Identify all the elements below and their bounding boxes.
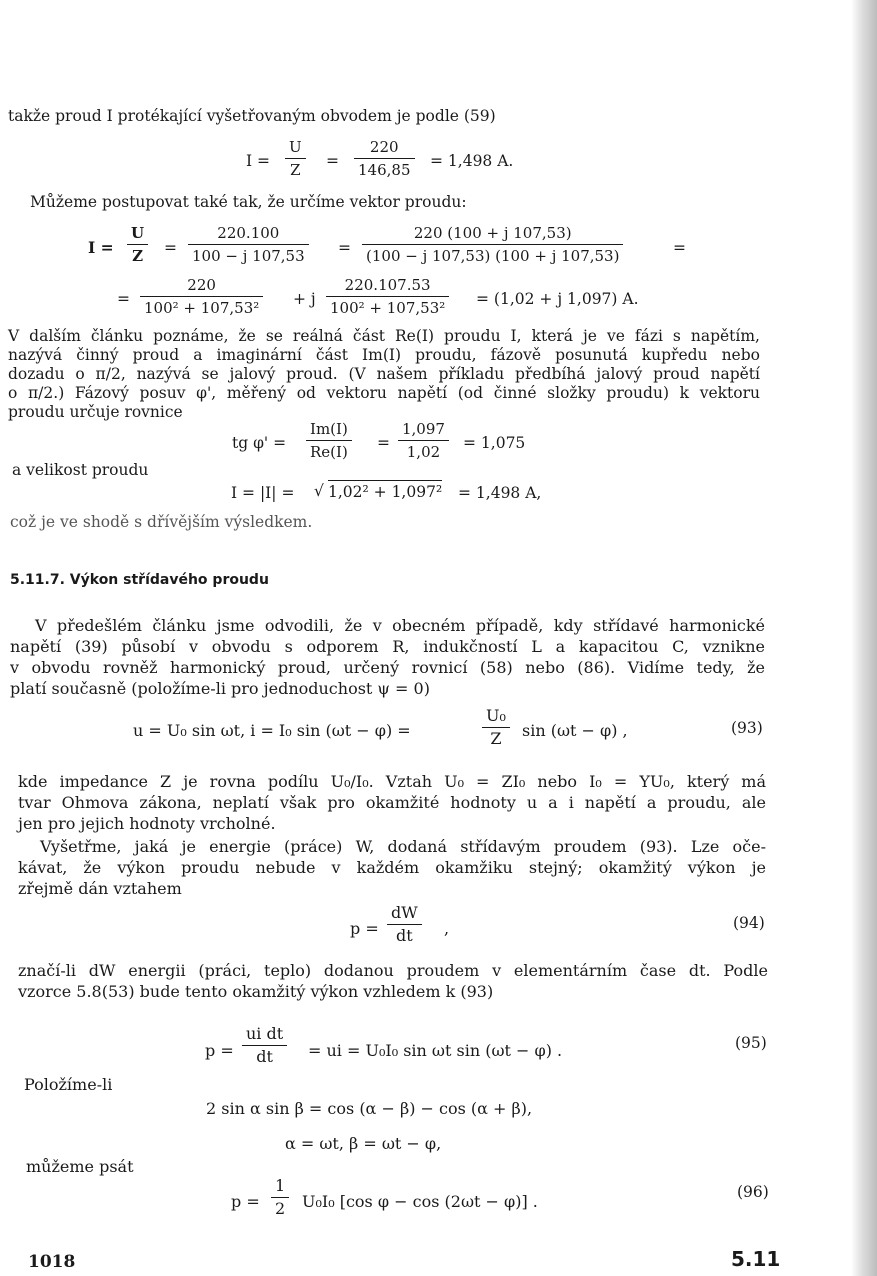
p2-line-3: jen pro jejich hodnoty vrcholné.	[18, 814, 276, 833]
polozime-line: Položíme-li	[24, 1075, 113, 1094]
frac-numerator: ui dt	[246, 1024, 284, 1043]
eq95-number: (95)	[735, 1034, 767, 1052]
eq94-comma: ,	[444, 919, 450, 938]
frac-numerator: 220	[187, 276, 216, 294]
eq-I-lhs: I =	[246, 152, 271, 170]
frac-denominator: 100 − j 107,53	[188, 244, 309, 265]
eq95-rest: = ui = U₀I₀ sin ωt sin (ωt − φ) .	[308, 1041, 563, 1060]
frac-numerator: 220	[369, 138, 399, 156]
tg-result: = 1,075	[463, 434, 526, 452]
eq94-lhs: p =	[350, 919, 379, 938]
eq93-number: (93)	[731, 719, 763, 737]
frac-denominator: 1,02	[398, 440, 449, 461]
frac-denominator: 2	[271, 1197, 289, 1218]
para-line-1: V dalším článku poznáme, že se reálná část Re(I) proudu I, která je ve fázi s napětím,	[8, 327, 760, 345]
frac-denominator: dt	[387, 924, 422, 945]
vec-equals-2: =	[338, 239, 351, 257]
frac-denominator: Z	[482, 727, 510, 748]
eq96-fraction	[271, 1177, 289, 1218]
frac-numerator: 220 (100 + j 107,53)	[413, 224, 572, 242]
section-label: 5.11	[731, 1247, 781, 1271]
tg-lhs: tg φ' =	[232, 434, 287, 452]
trig-substitution: α = ωt, β = ωt − φ,	[285, 1134, 442, 1153]
frac-denominator: (100 − j 107,53) (100 + j 107,53)	[362, 244, 623, 265]
p2-line-2: tvar Ohmova zákona, neplatí však pro okamžité hodnoty u a i napětí a proudu, ale	[18, 793, 766, 812]
tg-equals: =	[377, 434, 390, 452]
eq94-fraction	[387, 904, 422, 945]
magnitude-intro: a velikost proudu	[12, 461, 149, 479]
vec-fraction-1	[127, 224, 148, 265]
frac-numerator: 220.107.53	[344, 276, 431, 294]
mag-lhs: I = |I| =	[231, 484, 295, 502]
eq94-number: (94)	[733, 914, 765, 932]
p3-line-3: zřejmě dán vztahem	[18, 879, 182, 898]
eq93-left: u = U₀ sin ωt, i = I₀ sin (ωt − φ) =	[133, 721, 411, 740]
eq-I-fraction-2	[354, 138, 415, 179]
vec-equals-1: =	[164, 239, 177, 257]
frac-numerator: 1,097	[402, 420, 445, 438]
p3-line-1: Vyšetřme, jaká je energie (práce) W, dodaná střídavým proudem (93). Lze oče-	[40, 837, 766, 856]
frac-numerator: U	[289, 138, 302, 156]
p4-line-2: vzorce 5.8(53) bude tento okamžitý výkon vzhledem k (93)	[18, 982, 494, 1001]
page-edge-shadow	[851, 0, 877, 1276]
p1-line-3: v obvodu rovněž harmonický proud, určený rovnicí (58) nebo (86). Vidíme tedy, že	[10, 658, 765, 677]
eq-I-result: = 1,498 A.	[430, 152, 514, 170]
frac-numerator: U	[131, 224, 145, 242]
eq93-fraction	[482, 707, 510, 748]
frac-denominator: dt	[242, 1045, 287, 1066]
para-line-5: proudu určuje rovnice	[8, 403, 183, 421]
frac-numerator: Im(I)	[310, 420, 348, 438]
p4-line-1: značí-li dW energii (práci, teplo) dodanou proudem v elementárním čase dt. Podle	[18, 961, 768, 980]
section-heading: 5.11.7. Výkon střídavého proudu	[10, 572, 269, 588]
p1-line-2: napětí (39) působí v obvodu s odporem R, indukčností L a kapacitou C, vznikne	[10, 637, 765, 656]
eq96-lhs: p =	[231, 1192, 260, 1211]
vec2-plus-j: + j	[293, 290, 316, 308]
frac-numerator: dW	[391, 903, 418, 922]
mag-result: = 1,498 A,	[458, 484, 542, 502]
eq-I-equals: =	[326, 152, 339, 170]
p2-line-1: kde impedance Z je rovna podílu U₀/I₀. Vztah U₀ = ZI₀ nebo I₀ = YU₀, který má	[18, 772, 766, 791]
frac-denominator: Z	[285, 158, 306, 179]
frac-numerator: 220.100	[217, 224, 280, 242]
frac-denominator: 100² + 107,53²	[140, 296, 263, 317]
para-line-2: nazývá činný proud a imaginární část Im(I) proudu, fázově posunutá kupředu nebo	[8, 346, 760, 364]
vec2-fraction-2	[326, 276, 449, 317]
vec2-result: = (1,02 + j 1,097) A.	[476, 290, 639, 308]
frac-numerator: 1	[275, 1176, 286, 1195]
vector-intro: Můžeme postupovat také tak, že určíme vektor proudu:	[30, 193, 467, 211]
trig-identity: 2 sin α sin β = cos (α − β) − cos (α + β),	[206, 1099, 533, 1118]
eq96-number: (96)	[737, 1183, 769, 1201]
vec-fraction-3	[362, 224, 623, 265]
frac-denominator: 146,85	[354, 158, 415, 179]
muzeme-line: můžeme psát	[26, 1157, 134, 1176]
para-line-4: o π/2.) Fázový posuv φ', měřený od vektoru napětí (od činné složky proudu) k vektoru	[8, 384, 760, 402]
vec-fraction-2	[188, 224, 309, 265]
frac-numerator: U₀	[486, 706, 506, 725]
eq-I-fraction-1	[285, 138, 306, 179]
vec-lhs: I =	[88, 238, 114, 257]
p3-line-2: kávat, že výkon proudu nebude v každém okamžiku stejný; okamžitý výkon je	[18, 858, 766, 877]
vec2-equals: =	[117, 290, 130, 308]
frac-denominator: 100² + 107,53²	[326, 296, 449, 317]
mag-radicand: 1,02² + 1,097²	[328, 480, 442, 502]
p1-line-4: platí současně (položíme-li pro jednoduchost ψ = 0)	[10, 679, 430, 698]
frac-denominator: Re(I)	[306, 440, 352, 461]
eq96-rest: U₀I₀ [cos φ − cos (2ωt − φ)] .	[302, 1192, 538, 1211]
tg-fraction-1	[306, 420, 352, 461]
vec2-fraction-1	[140, 276, 263, 317]
intro-line: takže proud I protékající vyšetřovaným obvodem je podle (59)	[8, 107, 496, 125]
eq93-right: sin (ωt − φ) ,	[522, 721, 628, 740]
page-number: 1018	[28, 1252, 76, 1272]
sqrt-icon: √	[314, 482, 324, 500]
vec-equals-3: =	[673, 239, 686, 257]
conclusion-line: což je ve shodě s dřívějším výsledkem.	[10, 513, 313, 531]
p1-line-1: V předešlém článku jsme odvodili, že v obecném případě, kdy střídavé harmonické	[35, 616, 765, 635]
eq95-fraction	[242, 1025, 287, 1066]
eq95-lhs: p =	[205, 1041, 234, 1060]
frac-denominator: Z	[127, 244, 148, 265]
tg-fraction-2	[398, 420, 449, 461]
para-line-3: dozadu o π/2, nazývá se jalový proud. (V našem příkladu předbíhá jalový proud napětí	[8, 365, 760, 383]
